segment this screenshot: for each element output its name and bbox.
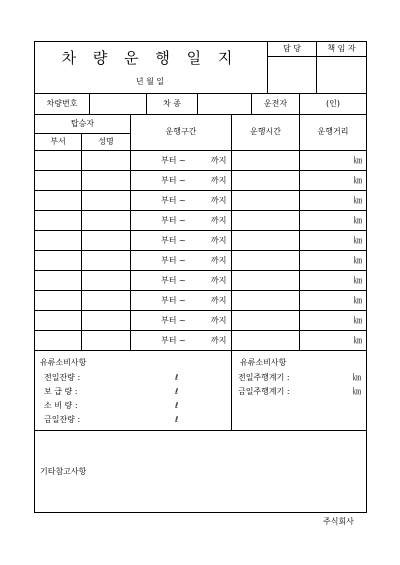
company-label: 주식회사 xyxy=(323,517,354,526)
table-row xyxy=(35,251,366,270)
department-cell[interactable] xyxy=(35,171,81,190)
fuel-left-item-label: 금일잔량 : xyxy=(44,415,81,424)
fuel-right-heading: 유류소비사항 xyxy=(240,358,287,367)
route-from-label: 부터 ~ xyxy=(161,156,186,165)
fuel-left-item-label: 보 급 량 : xyxy=(44,387,78,396)
frame-right xyxy=(366,41,367,513)
fuel-left-item-unit: ℓ xyxy=(175,373,179,382)
department-cell[interactable] xyxy=(35,331,81,350)
fuel-section-divider xyxy=(231,350,232,430)
name-cell[interactable] xyxy=(82,231,130,250)
name-cell[interactable] xyxy=(82,311,130,330)
route-from-label: 부터 ~ xyxy=(161,176,186,185)
table-row xyxy=(35,331,366,350)
fuel-left-item-label: 전일잔량 : xyxy=(44,373,81,382)
department-cell[interactable] xyxy=(35,311,81,330)
fuel-right-item-label: 금일주행계기 : xyxy=(238,387,290,396)
route-from-label: 부터 ~ xyxy=(161,216,186,225)
name-cell[interactable] xyxy=(82,331,130,350)
table-row xyxy=(35,291,366,310)
table-row xyxy=(35,311,366,330)
department-cell[interactable] xyxy=(35,191,81,210)
fuel-left-item-unit: ℓ xyxy=(175,387,179,396)
distance-unit-label: ㎞ xyxy=(354,336,362,345)
name-cell[interactable] xyxy=(82,151,130,170)
table-row xyxy=(35,211,366,230)
route-from-label: 부터 ~ xyxy=(161,256,186,265)
route-from-label: 부터 ~ xyxy=(161,276,186,285)
remarks-field[interactable] xyxy=(35,431,366,512)
distance-unit-label: ㎞ xyxy=(354,196,362,205)
route-to-label: 까지 xyxy=(211,216,227,225)
time-cell[interactable] xyxy=(232,331,299,350)
frame-bottom xyxy=(34,512,367,513)
fuel-left-item-unit: ℓ xyxy=(175,401,179,410)
route-from-label: 부터 ~ xyxy=(161,236,186,245)
driver-label: 운전자 xyxy=(263,99,288,108)
time-cell[interactable] xyxy=(232,311,299,330)
vehicle-number-label: 차량번호 xyxy=(46,99,78,108)
route-to-label: 까지 xyxy=(211,336,227,345)
approval-manager-label: 담 당 xyxy=(283,44,301,53)
vehicle-number-field[interactable] xyxy=(90,94,146,114)
passenger-header: 탑승자 xyxy=(70,119,95,128)
fuel-right-item-unit: ㎞ xyxy=(353,387,361,396)
info-row-bottom xyxy=(34,114,367,115)
distance-unit-label: ㎞ xyxy=(354,276,362,285)
distance-unit-label: ㎞ xyxy=(354,176,362,185)
fuel-left-heading: 유류소비사항 xyxy=(40,358,87,367)
time-cell[interactable] xyxy=(232,291,299,310)
department-cell[interactable] xyxy=(35,251,81,270)
route-from-label: 부터 ~ xyxy=(161,196,186,205)
route-to-label: 까지 xyxy=(211,296,227,305)
department-header: 부서 xyxy=(50,137,66,146)
route-to-label: 까지 xyxy=(211,316,227,325)
name-cell[interactable] xyxy=(82,271,130,290)
route-to-label: 까지 xyxy=(211,236,227,245)
name-cell[interactable] xyxy=(82,211,130,230)
route-header: 운행구간 xyxy=(165,127,197,136)
route-to-label: 까지 xyxy=(211,276,227,285)
approval-responsible-signature-box[interactable] xyxy=(317,57,366,93)
time-cell[interactable] xyxy=(232,151,299,170)
name-cell[interactable] xyxy=(82,251,130,270)
distance-unit-label: ㎞ xyxy=(354,216,362,225)
time-header: 운행시간 xyxy=(250,127,281,136)
table-row xyxy=(35,171,366,190)
log-header-sub-divider xyxy=(34,133,130,134)
time-cell[interactable] xyxy=(232,271,299,290)
distance-unit-label: ㎞ xyxy=(354,316,362,325)
distance-unit-label: ㎞ xyxy=(354,156,362,165)
remarks-label: 기타참고사항 xyxy=(40,467,87,476)
distance-unit-label: ㎞ xyxy=(354,296,362,305)
date-label: 년 월 일 xyxy=(135,77,165,86)
table-row xyxy=(35,231,366,250)
page-title: 차 량 운 행 일 지 xyxy=(61,49,239,67)
name-cell[interactable] xyxy=(82,291,130,310)
fuel-left-item-unit: ℓ xyxy=(175,415,179,424)
time-cell[interactable] xyxy=(232,211,299,230)
vehicle-type-label: 차 종 xyxy=(163,99,181,108)
department-cell[interactable] xyxy=(35,271,81,290)
distance-unit-label: ㎞ xyxy=(354,236,362,245)
route-to-label: 까지 xyxy=(211,256,227,265)
department-cell[interactable] xyxy=(35,291,81,310)
route-to-label: 까지 xyxy=(211,156,227,165)
time-cell[interactable] xyxy=(232,191,299,210)
time-cell[interactable] xyxy=(232,251,299,270)
vehicle-type-field[interactable] xyxy=(198,94,251,114)
name-cell[interactable] xyxy=(82,191,130,210)
fuel-section-top xyxy=(34,350,367,351)
table-row xyxy=(35,191,366,210)
approval-manager-signature-box[interactable] xyxy=(268,57,316,93)
route-from-label: 부터 ~ xyxy=(161,316,186,325)
time-cell[interactable] xyxy=(232,171,299,190)
distance-unit-label: ㎞ xyxy=(354,256,362,265)
department-cell[interactable] xyxy=(35,151,81,170)
route-to-label: 까지 xyxy=(211,196,227,205)
time-cell[interactable] xyxy=(232,231,299,250)
fuel-right-item-unit: ㎞ xyxy=(353,373,361,382)
table-row xyxy=(35,151,366,170)
department-cell[interactable] xyxy=(35,211,81,230)
route-from-label: 부터 ~ xyxy=(161,296,186,305)
fuel-right-item-label: 전일주행계기 : xyxy=(238,373,290,382)
department-cell[interactable] xyxy=(35,231,81,250)
name-header: 성명 xyxy=(98,137,114,146)
route-from-label: 부터 ~ xyxy=(161,336,186,345)
name-cell[interactable] xyxy=(82,171,130,190)
frame-top xyxy=(34,41,367,42)
approval-responsible-label: 책 임 자 xyxy=(327,44,356,53)
driver-seal-field[interactable]: (인) xyxy=(326,99,340,108)
table-row xyxy=(35,271,366,290)
distance-header: 운행거리 xyxy=(317,127,349,136)
route-to-label: 까지 xyxy=(211,176,227,185)
fuel-left-item-label: 소 비 량 : xyxy=(44,401,78,410)
